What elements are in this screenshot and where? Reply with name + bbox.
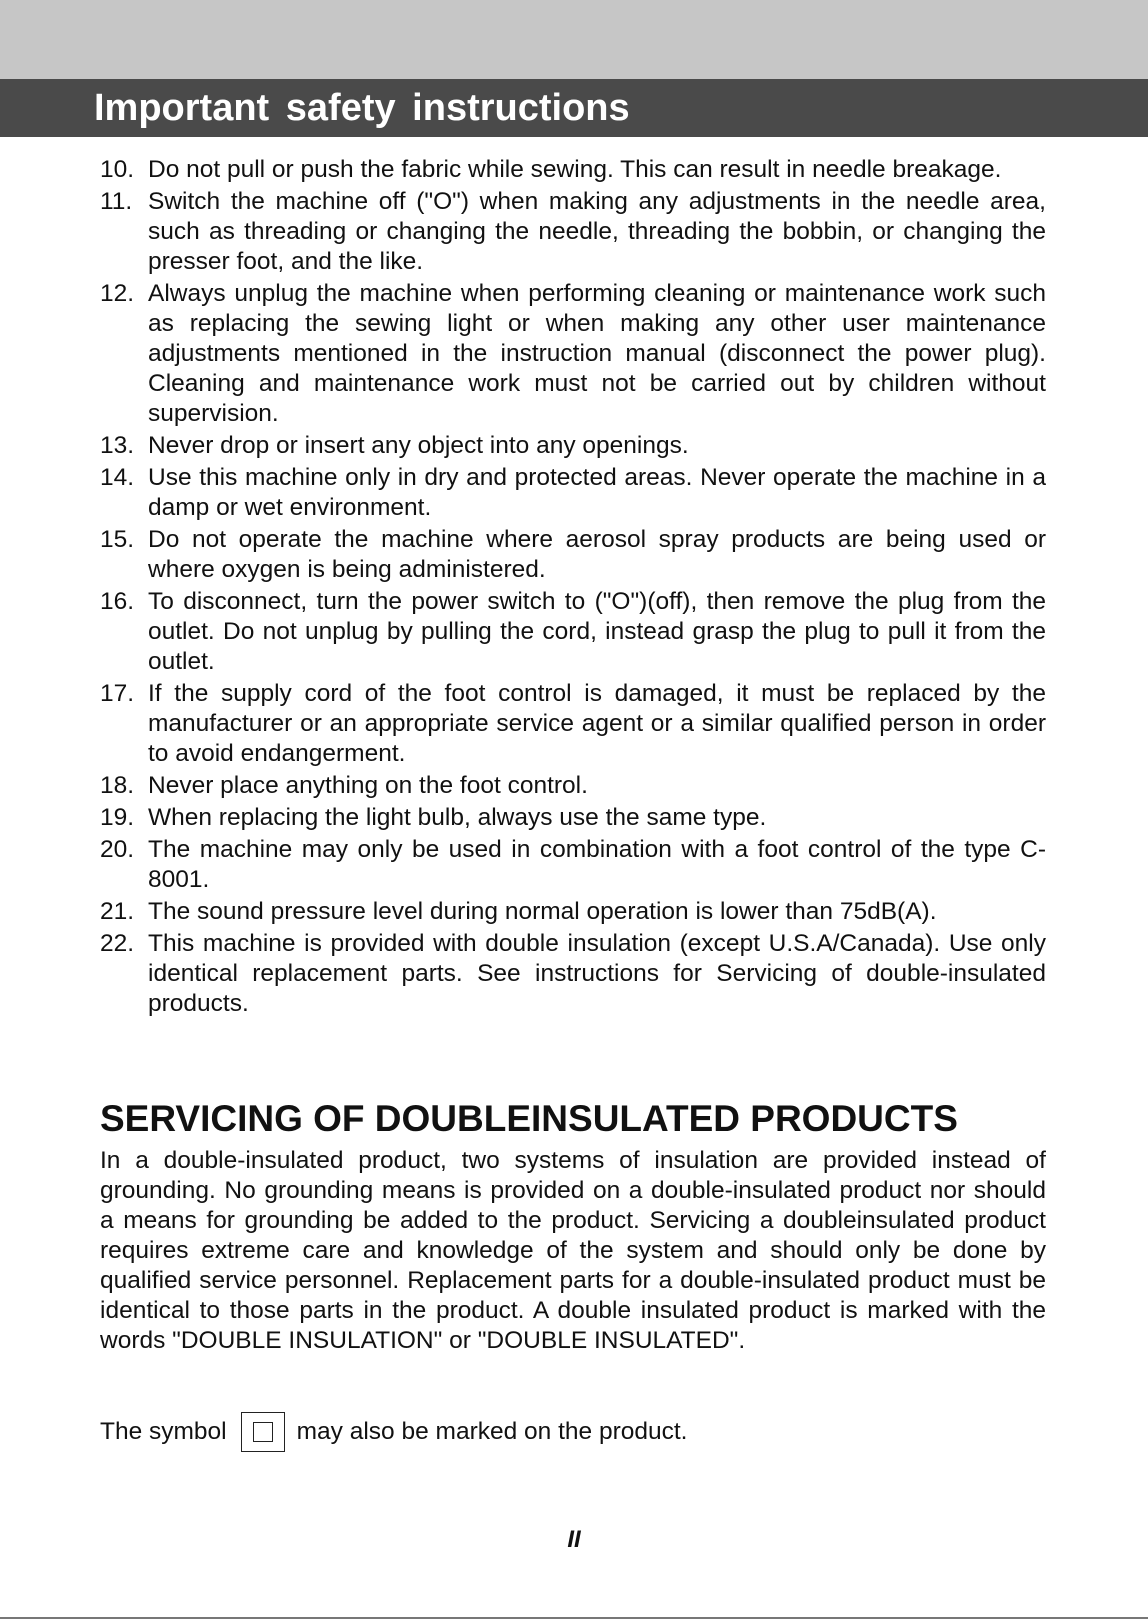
page-title: Important safety instructions [94, 87, 630, 129]
item-number: 16. [100, 588, 135, 615]
item-number: 10. [100, 156, 135, 183]
bottom-rule [0, 1617, 1148, 1619]
item-text: Use this machine only in dry and protected areas. Never operate the machine in a damp or wet environment. [148, 464, 1046, 521]
list-item [100, 279, 1046, 429]
item-text: Never place anything on the foot control. [148, 772, 588, 799]
list-item [100, 431, 1046, 461]
instruction-list [100, 155, 1046, 1021]
list-item [100, 929, 1046, 1019]
item-text: Do not pull or push the fabric while sewing. This can result in needle breakage. [148, 156, 1002, 183]
item-number: 11. [100, 188, 133, 215]
item-number: 17. [100, 680, 135, 707]
item-number: 22. [100, 930, 135, 957]
page-number: II [567, 1526, 581, 1553]
list-item [100, 463, 1046, 523]
list-item [100, 835, 1046, 895]
item-text: Never drop or insert any object into any openings. [148, 432, 689, 459]
item-text: Do not operate the machine where aerosol spray products are being used or where oxygen is being administered. [148, 526, 1046, 583]
item-text: This machine is provided with double insulation (except U.S.A/Canada). Use only identical replacement parts. See instructions for Servicing of double-insulated products. [148, 930, 1046, 1017]
double-insulation-inner-square [253, 1422, 273, 1442]
symbol-line [100, 1412, 688, 1452]
top-band [0, 0, 1148, 79]
item-text: The machine may only be used in combination with a foot control of the type C-8001. [148, 836, 1046, 893]
symbol-suffix: may also be marked on the product. [296, 1418, 688, 1445]
item-number: 20. [100, 836, 135, 863]
list-item [100, 525, 1046, 585]
item-text: To disconnect, turn the power switch to ("O")(off), then remove the plug from the outlet. Do not unplug by pulling the cord, instead grasp the plug to pull it from the outlet. [148, 588, 1046, 675]
list-item [100, 187, 1046, 277]
list-item [100, 679, 1046, 769]
servicing-title: SERVICING OF DOUBLEINSULATED PRODUCTS [100, 1098, 958, 1139]
item-text: When replacing the light bulb, always use the same type. [148, 804, 767, 831]
item-text: Always unplug the machine when performing cleaning or maintenance work such as replacing the sewing light or when making any other user maintenance adjustments mentioned in the instruction manual (disconnect the power plug). Cleaning and maintenance work must not be carried out by children without supervision. [148, 280, 1046, 427]
title-bar [0, 79, 1148, 137]
list-item [100, 803, 1046, 833]
list-item [100, 587, 1046, 677]
item-number: 21. [100, 898, 135, 925]
list-item [100, 771, 1046, 801]
item-number: 13. [100, 432, 135, 459]
symbol-prefix: The symbol [100, 1418, 227, 1445]
item-number: 19. [100, 804, 135, 831]
servicing-body: In a double-insulated product, two systems of insulation are provided instead of grounding. No grounding means is provided on a double-insulated product nor should a means for grounding be added to the product. Servicing a doubleinsulated product requires extreme care and knowledge of the system and should only be done by qualified service personnel. Replacement parts for a double-insulated product must be identical to those parts in the product. A double insulated product is marked with the words "DOUBLE INSULATION" or "DOUBLE INSULATED". [100, 1147, 1046, 1354]
item-text: The sound pressure level during normal operation is lower than 75dB(A). [148, 898, 937, 925]
item-number: 14. [100, 464, 135, 491]
item-text: Switch the machine off ("O") when making any adjustments in the needle area, such as threading or changing the needle, threading the bobbin, or changing the presser foot, and the like. [148, 188, 1046, 275]
item-text: If the supply cord of the foot control is damaged, it must be replaced by the manufacturer or an appropriate service agent or a similar qualified person in order to avoid endangerment. [148, 680, 1046, 767]
item-number: 12. [100, 280, 135, 307]
item-number: 18. [100, 772, 135, 799]
list-item [100, 155, 1046, 185]
item-number: 15. [100, 526, 135, 553]
double-insulation-icon [241, 1412, 285, 1452]
list-item [100, 897, 1046, 927]
